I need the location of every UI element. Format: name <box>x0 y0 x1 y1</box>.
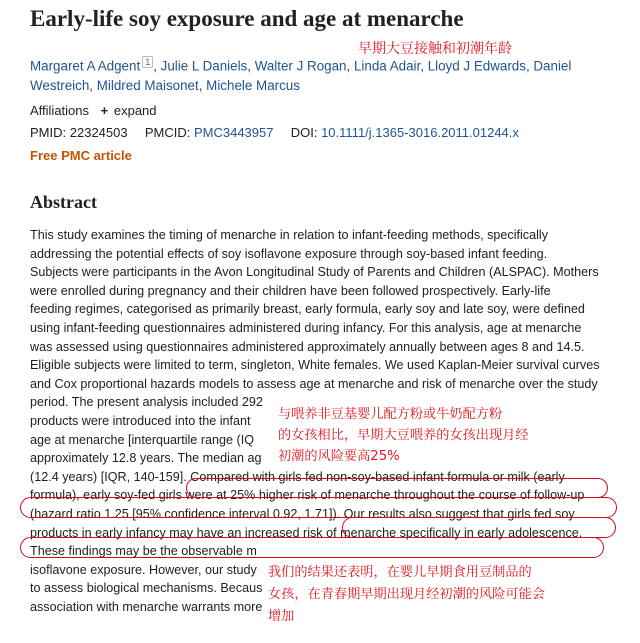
abstract-line: formula), early soy-fed girls were at 25% higher risk of menarche throughout the course of follow-up <box>30 488 585 503</box>
abstract-line: feeding regimes, categorised as primarily breast, early formula, early soy and late soy, were defined <box>30 302 585 317</box>
annotation-line: 我们的结果还表明，在婴儿早期食用豆制品的 <box>268 565 532 580</box>
pmid-value: 22324503 <box>69 125 128 140</box>
author-link[interactable]: Daniel Westreich <box>30 58 572 94</box>
annotation-line: 女孩，在青春期早期出现月经初潮的风险可能会 <box>268 587 545 602</box>
abstract-line: and Cox proportional hazards models to assess age at menarche and risk of menarche over the study <box>30 376 598 391</box>
annotation-line: 的女孩相比，早期大豆喂养的女孩出现月经 <box>278 428 529 443</box>
article-title: Early-life soy exposure and age at menarche <box>30 6 464 31</box>
annotation-line: 与喂养非豆基婴儿配方粉或牛奶配方粉 <box>278 407 503 422</box>
abstract-line: to assess biological mechanisms. Becaus <box>30 581 263 596</box>
pmcid-link[interactable]: PMC3443957 <box>193 125 274 140</box>
abstract-line: period. The present analysis included 292 <box>30 395 263 410</box>
expand-toggle[interactable]: expand <box>113 103 157 118</box>
affiliation-marker[interactable]: 1 <box>142 56 153 68</box>
abstract-line: approximately 12.8 years. The median ag <box>30 451 262 466</box>
chinese-annotation-middle <box>278 404 529 467</box>
pmid-label: PMID: <box>30 125 67 140</box>
abstract-line: addressing the potential effects of soy isoflavone exposure through soy-based infant feeding. <box>30 246 548 261</box>
chinese-annotation-lower <box>268 562 545 628</box>
plus-icon[interactable]: + <box>100 103 109 118</box>
abstract-line: (12.4 years) [IQR, 140-159]. Compared with girls fed non-soy-based infant formula or milk (early <box>30 469 565 484</box>
doi-label: DOI: <box>290 125 318 140</box>
identifiers-row <box>30 125 519 140</box>
free-pmc-badge[interactable]: Free PMC article <box>30 148 132 163</box>
abstract-heading: Abstract <box>30 192 97 212</box>
annotation-line: 初潮的风险要高25% <box>278 449 400 464</box>
author-link[interactable]: Linda Adair <box>353 58 421 74</box>
abstract-line: was assessed using questionnaires administered approximately annually between ages 8 and 14.5. <box>30 339 585 354</box>
abstract-line: products in early infancy may have an increased risk of menarche specifically in early adolescence. <box>30 525 583 540</box>
author-list: Margaret A Adgent $^1$ , Julie L Daniels, Walter J Rogan, Linda Adair, Lloyd J Edwards, Daniel Westreich, Mildred Maisonet, Michele Marcus <box>30 57 572 94</box>
abstract-line: These findings may be the observable m <box>30 544 257 559</box>
abstract-line: products were introduced into the infant <box>30 413 251 428</box>
author-link[interactable]: Walter J Rogan <box>254 58 347 74</box>
author-link[interactable]: Lloyd J Edwards <box>427 58 526 74</box>
pmcid-label: PMCID: <box>144 125 191 140</box>
author-link[interactable]: Michele Marcus <box>206 78 300 94</box>
abstract-line: association with menarche warrants more <box>30 599 263 614</box>
affiliations-row <box>30 103 157 118</box>
abstract-line: (hazard ratio 1.25 [95% confidence interval 0.92, 1.71]). Our results also suggest that girls fed soy <box>30 506 575 521</box>
abstract-line: This study examines the timing of menarche in relation to infant-feeding methods, specifically <box>30 228 549 242</box>
affiliations-label: Affiliations <box>30 103 90 118</box>
abstract-line: age at menarche [interquartile range (IQ <box>30 432 255 447</box>
doi-link[interactable]: 10.1111/j.1365-3016.2011.01244.x <box>321 125 519 140</box>
author-link[interactable]: Mildred Maisonet <box>96 78 199 94</box>
author-link[interactable]: Julie L Daniels <box>160 58 248 74</box>
author-link[interactable]: Margaret A Adgent <box>30 58 141 74</box>
abstract-line: Eligible subjects were limited to term, singleton, White females. We used Kaplan-Meier survival curves <box>30 358 600 373</box>
annotation-line: 增加 <box>268 609 295 624</box>
abstract-line: isoflavone exposure. However, our study <box>30 562 257 577</box>
title-translation-annotation: 早期大豆接触和初潮年龄 <box>358 41 512 57</box>
abstract-line: using infant-feeding questionnaires administered during infancy. For this analysis, age at menarche <box>30 320 582 335</box>
abstract-line: were enrolled during pregnancy and their children have been followed prospectively. Early-life <box>30 283 551 298</box>
abstract-line: Subjects were participants in the Avon Longitudinal Study of Parents and Children (ALSPAC). Mothers <box>30 265 599 280</box>
